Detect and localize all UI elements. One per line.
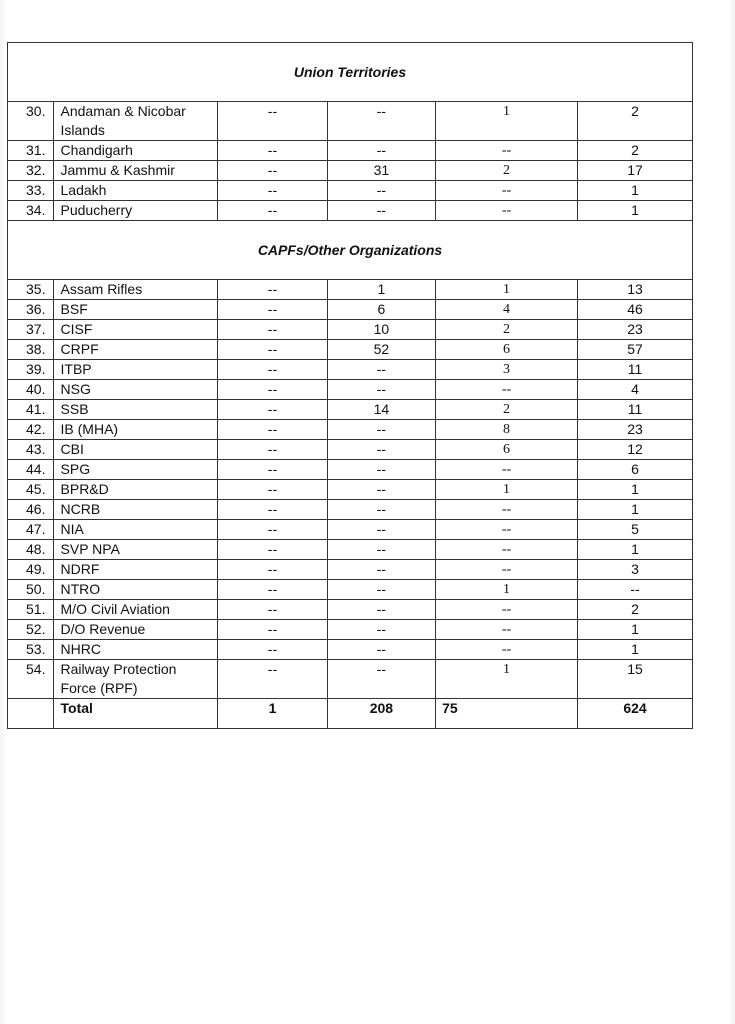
total-row xyxy=(8,699,693,729)
cell-d: 1 xyxy=(578,500,693,520)
row-number: 37. xyxy=(8,320,54,340)
cell-c: 6 xyxy=(436,440,578,460)
table-row xyxy=(8,460,693,480)
cell-b: -- xyxy=(327,380,435,400)
cell-c: -- xyxy=(436,640,578,660)
row-name: Railway Protection Force (RPF) xyxy=(53,660,218,699)
cell-c: 1 xyxy=(436,660,578,699)
total-a: 1 xyxy=(218,699,327,729)
cell-d: 17 xyxy=(578,161,693,181)
row-name: Ladakh xyxy=(53,181,218,201)
cell-b: -- xyxy=(327,640,435,660)
cell-b: -- xyxy=(327,540,435,560)
table-row xyxy=(8,181,693,201)
row-number: 48. xyxy=(8,540,54,560)
row-name: SVP NPA xyxy=(53,540,218,560)
cell-c: -- xyxy=(436,520,578,540)
cell-d: 23 xyxy=(578,320,693,340)
cell-d: -- xyxy=(578,580,693,600)
cell-c: -- xyxy=(436,500,578,520)
cell-b: 31 xyxy=(327,161,435,181)
cell-d: 15 xyxy=(578,660,693,699)
cell-b: -- xyxy=(327,360,435,380)
cell-c: -- xyxy=(436,540,578,560)
total-blank xyxy=(8,699,54,729)
cell-c: -- xyxy=(436,600,578,620)
cell-a: -- xyxy=(218,400,327,420)
section-title: Union Territories xyxy=(8,43,693,102)
row-name: NCRB xyxy=(53,500,218,520)
cell-d: 57 xyxy=(578,340,693,360)
cell-b: -- xyxy=(327,420,435,440)
cell-b: -- xyxy=(327,560,435,580)
cell-a: -- xyxy=(218,520,327,540)
cell-a: -- xyxy=(218,102,327,141)
row-name: NIA xyxy=(53,520,218,540)
cell-a: -- xyxy=(218,640,327,660)
row-name: D/O Revenue xyxy=(53,620,218,640)
row-number: 44. xyxy=(8,460,54,480)
table-row xyxy=(8,102,693,141)
row-name: ITBP xyxy=(53,360,218,380)
cell-a: -- xyxy=(218,480,327,500)
cell-d: 46 xyxy=(578,300,693,320)
cell-d: 13 xyxy=(578,280,693,300)
cell-b: 1 xyxy=(327,280,435,300)
cell-b: -- xyxy=(327,520,435,540)
row-number: 40. xyxy=(8,380,54,400)
row-number: 31. xyxy=(8,141,54,161)
cell-a: -- xyxy=(218,320,327,340)
row-name: Assam Rifles xyxy=(53,280,218,300)
cell-d: 1 xyxy=(578,201,693,221)
cell-d: 2 xyxy=(578,102,693,141)
data-table xyxy=(7,42,693,729)
row-number: 35. xyxy=(8,280,54,300)
cell-c: -- xyxy=(436,620,578,640)
cell-b: -- xyxy=(327,440,435,460)
cell-d: 2 xyxy=(578,600,693,620)
cell-d: 1 xyxy=(578,181,693,201)
table-row xyxy=(8,440,693,460)
row-name: Andaman & Nicobar Islands xyxy=(53,102,218,141)
cell-a: -- xyxy=(218,420,327,440)
cell-c: 1 xyxy=(436,102,578,141)
table-row xyxy=(8,360,693,380)
table-row xyxy=(8,201,693,221)
cell-d: 11 xyxy=(578,360,693,380)
cell-a: -- xyxy=(218,141,327,161)
section-title: CAPFs/Other Organizations xyxy=(8,221,693,280)
row-name: BSF xyxy=(53,300,218,320)
cell-a: -- xyxy=(218,280,327,300)
total-d: 624 xyxy=(578,699,693,729)
cell-a: -- xyxy=(218,161,327,181)
cell-d: 11 xyxy=(578,400,693,420)
table-row xyxy=(8,320,693,340)
cell-b: -- xyxy=(327,480,435,500)
row-name: M/O Civil Aviation xyxy=(53,600,218,620)
row-number: 34. xyxy=(8,201,54,221)
cell-c: -- xyxy=(436,380,578,400)
table-row xyxy=(8,540,693,560)
row-name: IB (MHA) xyxy=(53,420,218,440)
row-name: SSB xyxy=(53,400,218,420)
section-header-capfs xyxy=(8,221,693,280)
row-number: 49. xyxy=(8,560,54,580)
total-c: 75 xyxy=(436,699,578,729)
cell-d: 3 xyxy=(578,560,693,580)
cell-c: -- xyxy=(436,141,578,161)
cell-b: -- xyxy=(327,141,435,161)
cell-d: 1 xyxy=(578,540,693,560)
row-name: Chandigarh xyxy=(53,141,218,161)
row-number: 36. xyxy=(8,300,54,320)
cell-d: 12 xyxy=(578,440,693,460)
cell-b: 52 xyxy=(327,340,435,360)
cell-b: 6 xyxy=(327,300,435,320)
row-number: 53. xyxy=(8,640,54,660)
table-row xyxy=(8,340,693,360)
section-header-union-territories xyxy=(8,43,693,102)
cell-c: 6 xyxy=(436,340,578,360)
cell-b: 14 xyxy=(327,400,435,420)
cell-b: -- xyxy=(327,500,435,520)
cell-b: -- xyxy=(327,201,435,221)
cell-a: -- xyxy=(218,300,327,320)
cell-d: 4 xyxy=(578,380,693,400)
row-number: 39. xyxy=(8,360,54,380)
cell-d: 1 xyxy=(578,620,693,640)
row-number: 43. xyxy=(8,440,54,460)
table-row xyxy=(8,161,693,181)
cell-d: 2 xyxy=(578,141,693,161)
row-name: CBI xyxy=(53,440,218,460)
table-row xyxy=(8,660,693,699)
cell-c: 3 xyxy=(436,360,578,380)
row-number: 38. xyxy=(8,340,54,360)
cell-a: -- xyxy=(218,460,327,480)
total-b: 208 xyxy=(327,699,435,729)
cell-d: 5 xyxy=(578,520,693,540)
table-row xyxy=(8,500,693,520)
cell-a: -- xyxy=(218,360,327,380)
row-number: 51. xyxy=(8,600,54,620)
cell-b: -- xyxy=(327,102,435,141)
cell-b: -- xyxy=(327,181,435,201)
cell-d: 6 xyxy=(578,460,693,480)
cell-c: 1 xyxy=(436,280,578,300)
cell-c: 4 xyxy=(436,300,578,320)
cell-a: -- xyxy=(218,340,327,360)
table-row xyxy=(8,580,693,600)
cell-c: -- xyxy=(436,201,578,221)
cell-d: 23 xyxy=(578,420,693,440)
cell-a: -- xyxy=(218,660,327,699)
cell-d: 1 xyxy=(578,640,693,660)
table-row xyxy=(8,600,693,620)
row-name: CRPF xyxy=(53,340,218,360)
cell-c: -- xyxy=(436,460,578,480)
cell-c: 1 xyxy=(436,480,578,500)
cell-a: -- xyxy=(218,540,327,560)
row-number: 50. xyxy=(8,580,54,600)
cell-a: -- xyxy=(218,560,327,580)
row-name: SPG xyxy=(53,460,218,480)
cell-c: 2 xyxy=(436,320,578,340)
row-number: 52. xyxy=(8,620,54,640)
row-number: 30. xyxy=(8,102,54,141)
cell-c: 2 xyxy=(436,400,578,420)
cell-a: -- xyxy=(218,580,327,600)
cell-a: -- xyxy=(218,620,327,640)
row-number: 47. xyxy=(8,520,54,540)
cell-a: -- xyxy=(218,500,327,520)
cell-c: 8 xyxy=(436,420,578,440)
table-row xyxy=(8,520,693,540)
row-number: 41. xyxy=(8,400,54,420)
table-row xyxy=(8,141,693,161)
table-row xyxy=(8,300,693,320)
total-label: Total xyxy=(53,699,218,729)
cell-b: -- xyxy=(327,620,435,640)
cell-b: 10 xyxy=(327,320,435,340)
row-number: 46. xyxy=(8,500,54,520)
cell-c: 2 xyxy=(436,161,578,181)
cell-b: -- xyxy=(327,660,435,699)
table-row xyxy=(8,420,693,440)
table-row xyxy=(8,560,693,580)
row-name: Puducherry xyxy=(53,201,218,221)
cell-a: -- xyxy=(218,181,327,201)
cell-a: -- xyxy=(218,380,327,400)
cell-c: -- xyxy=(436,181,578,201)
row-number: 33. xyxy=(8,181,54,201)
table-row xyxy=(8,380,693,400)
row-name: NHRC xyxy=(53,640,218,660)
row-name: Jammu & Kashmir xyxy=(53,161,218,181)
cell-c: -- xyxy=(436,560,578,580)
cell-a: -- xyxy=(218,600,327,620)
table-row xyxy=(8,640,693,660)
row-name: NTRO xyxy=(53,580,218,600)
cell-a: -- xyxy=(218,201,327,221)
cell-a: -- xyxy=(218,440,327,460)
row-name: NSG xyxy=(53,380,218,400)
table-row xyxy=(8,280,693,300)
table-row xyxy=(8,400,693,420)
cell-b: -- xyxy=(327,600,435,620)
row-name: NDRF xyxy=(53,560,218,580)
row-name: CISF xyxy=(53,320,218,340)
table-row xyxy=(8,620,693,640)
row-number: 32. xyxy=(8,161,54,181)
row-name: BPR&D xyxy=(53,480,218,500)
row-number: 45. xyxy=(8,480,54,500)
cell-b: -- xyxy=(327,460,435,480)
cell-b: -- xyxy=(327,580,435,600)
cell-d: 1 xyxy=(578,480,693,500)
row-number: 54. xyxy=(8,660,54,699)
table-row xyxy=(8,480,693,500)
cell-c: 1 xyxy=(436,580,578,600)
row-number: 42. xyxy=(8,420,54,440)
